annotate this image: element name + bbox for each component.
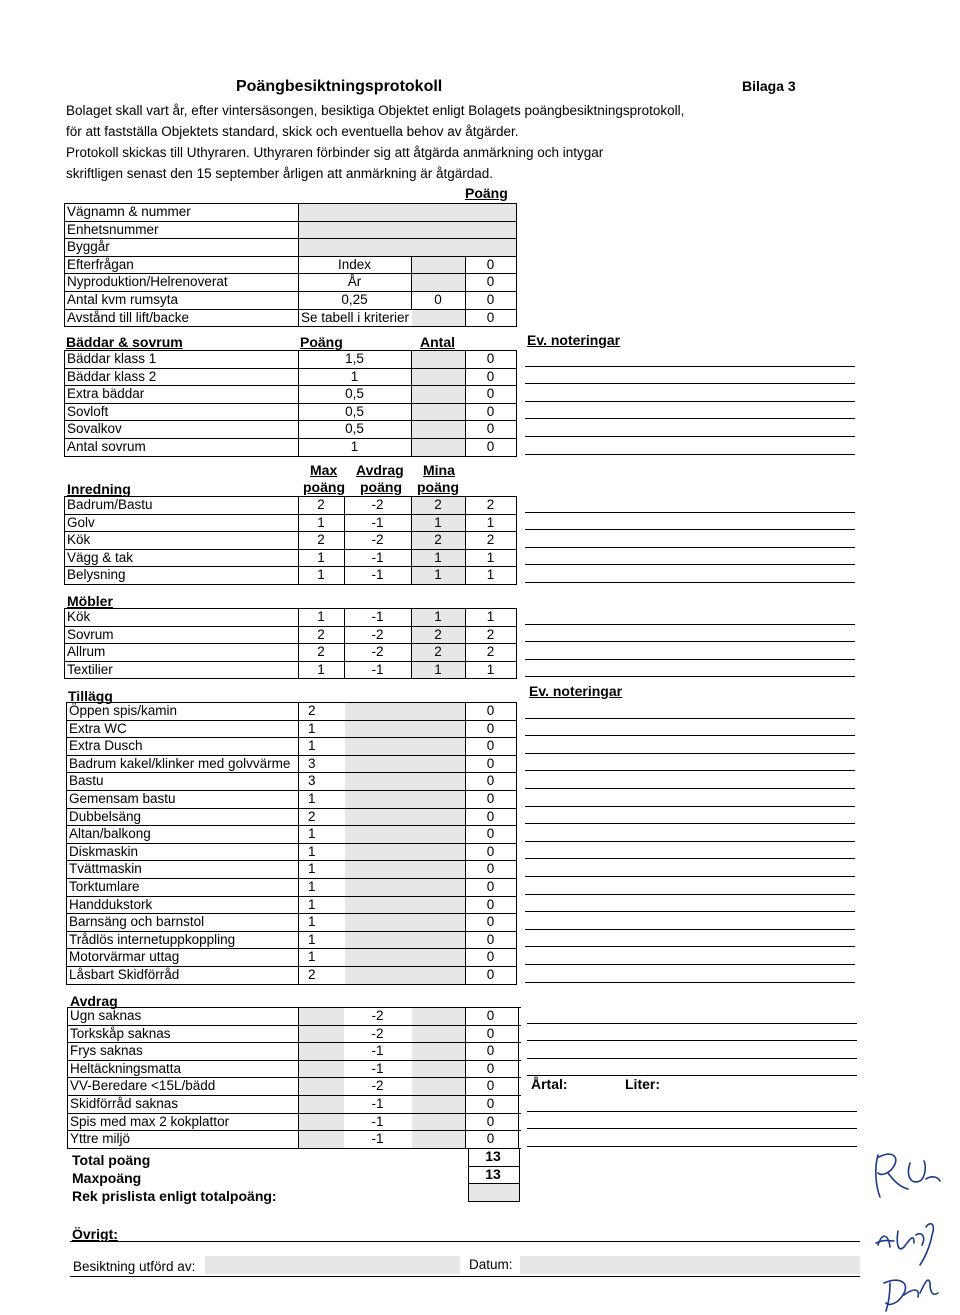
grid-line (298, 702, 299, 984)
mobler-row-sum: 2 (486, 644, 495, 660)
inredning-row-avdrag: -1 (371, 514, 384, 530)
note-line (525, 876, 855, 877)
basic-row-c3: 0 (486, 256, 495, 272)
inredning-row-label: Badrum/Bastu (67, 497, 153, 512)
baddar-row-sum: 0 (486, 403, 495, 419)
basic-row-c1: 0,25 (341, 292, 368, 307)
tillagg-row-poang: 1 (308, 931, 316, 947)
inredning-row-sum: 1 (486, 567, 495, 583)
tillagg-row-sum: 0 (486, 720, 495, 736)
mobler-row-max: 2 (317, 644, 325, 660)
inredning-row-mina: 1 (434, 549, 442, 565)
section-baddar: Bäddar & sovrum (66, 334, 183, 350)
tillagg-row-label: Låsbart Skidförråd (69, 967, 180, 982)
tillagg-row-label: Gemensam bastu (69, 791, 176, 806)
inredning-row-label: Golv (67, 514, 95, 530)
note-line (525, 718, 855, 719)
note-line (525, 946, 855, 947)
basic-row-label: Efterfrågan (67, 256, 134, 272)
grid-line (67, 1148, 521, 1149)
tillagg-row-label: Torktumlare (69, 879, 140, 894)
baddar-row-poang: 0,5 (345, 386, 364, 402)
note-line (525, 418, 855, 419)
avdrag-row-label: Frys saknas (70, 1043, 143, 1059)
baddar-row-label: Bäddar klass 1 (67, 351, 157, 366)
tillagg-row-label: Bastu (69, 773, 104, 789)
tillagg-row-sum: 0 (486, 931, 495, 947)
tillagg-row-poang: 1 (308, 738, 316, 754)
col-max-header-1: Max (310, 462, 338, 478)
note-line (527, 1128, 857, 1129)
grid-line (411, 350, 412, 456)
tillagg-row-poang: 1 (308, 861, 316, 877)
note-line (525, 753, 855, 754)
note-line (525, 806, 855, 807)
avdrag-row-label: Ugn saknas (70, 1008, 142, 1023)
inredning-row-label: Belysning (67, 567, 126, 583)
tillagg-row-sum: 0 (486, 949, 495, 965)
avdrag-row-label: Yttre miljö (70, 1131, 131, 1147)
bilaga-label: Bilaga 3 (742, 78, 796, 94)
basic-row-c2: 0 (434, 292, 442, 307)
grid-line (67, 1007, 68, 1148)
inredning-row-max: 1 (317, 567, 325, 583)
note-line (525, 624, 855, 625)
grid-line (516, 203, 517, 326)
rek-label: Rek prislista enligt totalpoäng: (72, 1188, 277, 1204)
col-avdrag-header-1: Avdrag (356, 462, 404, 478)
tillagg-row-poang: 3 (308, 773, 316, 789)
avdrag-row-sum: 0 (486, 1131, 495, 1147)
note-line (525, 770, 855, 771)
avdrag-row-avdrag: -1 (371, 1060, 384, 1076)
basic-row-label: Antal kvm rumsyta (67, 292, 179, 307)
note-line (525, 366, 855, 367)
besiktning-field (205, 1256, 460, 1274)
tillagg-row-sum: 0 (486, 791, 495, 806)
avdrag-row-sum: 0 (486, 1060, 495, 1076)
poang-header: Poäng (465, 185, 508, 201)
baddar-row-poang: 1 (350, 439, 359, 454)
avdrag-row-avdrag: -2 (371, 1008, 384, 1023)
intro-line-2: för att fastställa Objektets standard, skick och eventuella behov av åtgärder. (66, 124, 519, 139)
mobler-row-label: Sovrum (67, 626, 114, 642)
basic-row-c1: Index (337, 256, 372, 272)
note-line (525, 529, 855, 530)
mobler-row-avdrag: -2 (371, 626, 384, 642)
col-mina-header-2: poäng (417, 479, 459, 495)
intro-line-3: Protokoll skickas till Uthyraren. Uthyraren förbinder sig att åtgärda anmärkning och intygar (66, 145, 604, 160)
inredning-row-max: 1 (317, 549, 325, 565)
notes-header-1: Ev. noteringar (527, 332, 621, 348)
section-mobler: Möbler (67, 593, 113, 609)
grid-line (64, 678, 517, 679)
tillagg-row-poang: 3 (308, 755, 316, 771)
section-inredning: Inredning (67, 481, 131, 497)
grid-line (516, 702, 517, 984)
baddar-row-poang: 1 (350, 368, 359, 384)
mobler-row-max: 1 (317, 609, 325, 624)
inredning-row-mina: 2 (434, 532, 442, 548)
baddar-row-label: Extra bäddar (67, 386, 145, 402)
note-line (527, 1023, 857, 1024)
shaded-cell (299, 204, 516, 256)
tillagg-row-label: Öppen spis/kamin (69, 703, 178, 718)
mobler-row-label: Allrum (67, 644, 106, 660)
note-line (525, 454, 855, 455)
avdrag-row-sum: 0 (486, 1096, 495, 1111)
inredning-row-mina: 1 (434, 567, 442, 583)
tillagg-row-label: Barnsäng och barnstol (69, 914, 205, 930)
avdrag-row-sum: 0 (486, 1025, 495, 1041)
note-line (525, 788, 855, 789)
grid-line (519, 1148, 520, 1201)
besiktning-label: Besiktning utförd av: (73, 1259, 196, 1274)
shaded-cell (469, 1184, 519, 1201)
tillagg-row-label: Altan/balkong (69, 826, 151, 842)
tillagg-row-sum: 0 (486, 808, 495, 824)
col-mina-header-1: Mina (423, 462, 455, 478)
baddar-row-sum: 0 (486, 421, 495, 437)
grid-line (516, 496, 517, 584)
tillagg-row-label: Badrum kakel/klinker med golvvärme (69, 755, 291, 771)
note-line (525, 929, 855, 930)
ovrigt-label: Övrigt: (72, 1226, 118, 1242)
tillagg-row-poang: 2 (308, 967, 316, 982)
avdrag-row-sum: 0 (486, 1113, 495, 1129)
tillagg-row-poang: 1 (308, 949, 316, 965)
tillagg-row-label: Tvättmaskin (69, 861, 142, 877)
note-line (525, 512, 855, 513)
avdrag-row-label: VV-Beredare <15L/bädd (70, 1078, 216, 1094)
artal-label: Årtal: (531, 1076, 568, 1092)
grid-line (298, 1007, 299, 1148)
avdrag-row-avdrag: -1 (371, 1113, 384, 1129)
avdrag-row-avdrag: -2 (371, 1078, 384, 1094)
baddar-row-label: Sovalkov (67, 421, 122, 437)
avdrag-row-avdrag: -1 (371, 1096, 384, 1111)
avdrag-row-label: Skidförråd saknas (70, 1096, 179, 1111)
inredning-row-avdrag: -1 (371, 549, 384, 565)
grid-line (518, 1007, 519, 1148)
baddar-row-label: Bäddar klass 2 (67, 368, 157, 384)
mobler-row-mina: 2 (434, 626, 442, 642)
note-line (527, 1040, 857, 1041)
tillagg-row-sum: 0 (486, 914, 495, 930)
inredning-row-avdrag: -1 (371, 567, 384, 583)
section-tillagg: Tillägg (68, 688, 113, 704)
baddar-row-sum: 0 (486, 368, 495, 384)
note-line (525, 735, 855, 736)
baddar-row-sum: 0 (486, 386, 495, 402)
tillagg-row-label: Handdukstork (69, 896, 153, 912)
tillagg-row-sum: 0 (486, 826, 495, 842)
mobler-row-label: Textilier (67, 661, 113, 677)
mobler-row-max: 1 (317, 661, 325, 677)
baddar-row-sum: 0 (486, 351, 495, 366)
avdrag-row-sum: 0 (486, 1078, 495, 1094)
grid-line (64, 496, 65, 584)
note-line (527, 1058, 857, 1059)
avdrag-row-label: Spis med max 2 kokplattor (70, 1113, 230, 1129)
tillagg-row-sum: 0 (486, 861, 495, 877)
basic-row-label: Enhetsnummer (67, 221, 159, 237)
inredning-row-sum: 1 (486, 514, 495, 530)
tillagg-row-sum: 0 (486, 703, 495, 718)
tillagg-row-sum: 0 (486, 738, 495, 754)
mobler-row-max: 2 (317, 626, 325, 642)
mobler-row-label: Kök (67, 609, 91, 624)
note-line (525, 564, 855, 565)
avdrag-row-avdrag: -2 (371, 1025, 384, 1041)
tillagg-row-poang: 1 (308, 720, 316, 736)
baddar-row-poang: 1,5 (345, 351, 364, 366)
page-title: Poängbesiktningsprotokoll (236, 78, 443, 95)
tillagg-row-label: Extra Dusch (69, 738, 143, 754)
tillagg-row-poang: 2 (308, 703, 316, 718)
inredning-row-sum: 1 (486, 549, 495, 565)
mobler-row-mina: 1 (434, 661, 442, 677)
handwritten-signature (860, 1135, 955, 1315)
note-line (525, 964, 855, 965)
note-line (527, 1075, 857, 1076)
grid-line (516, 608, 517, 678)
basic-row-c3: 0 (486, 292, 495, 307)
grid-line (64, 456, 517, 457)
note-line (525, 858, 855, 859)
grid-line (516, 350, 517, 456)
tillagg-row-sum: 0 (486, 879, 495, 894)
tillagg-row-sum: 0 (486, 896, 495, 912)
tillagg-row-poang: 1 (308, 826, 316, 842)
inredning-row-label: Vägg & tak (67, 549, 134, 565)
intro-line-4: skriftligen senast den 15 september årligen att anmärkning är åtgärdad. (66, 166, 493, 181)
note-line (527, 1111, 857, 1112)
note-line (525, 823, 855, 824)
total-value: 13 (485, 1148, 501, 1164)
note-line (525, 582, 855, 583)
note-line (525, 841, 855, 842)
col-max-header-2: poäng (303, 479, 345, 495)
inredning-row-max: 1 (317, 514, 325, 530)
baddar-row-poang: 0,5 (345, 421, 364, 437)
basic-row-label: Vägnamn & nummer (67, 204, 191, 219)
tillagg-row-sum: 0 (486, 967, 495, 982)
col-poang-header: Poäng (300, 334, 343, 350)
inredning-row-max: 2 (317, 497, 325, 512)
grid-line (64, 584, 517, 585)
tillagg-row-poang: 1 (308, 843, 316, 859)
col-avdrag-header-2: poäng (360, 479, 402, 495)
basic-row-c1: År (347, 274, 362, 290)
basic-row-label: Byggår (67, 239, 110, 255)
tillagg-row-sum: 0 (486, 755, 495, 771)
avdrag-row-label: Heltäckningsmatta (70, 1060, 182, 1076)
mobler-row-avdrag: -2 (371, 644, 384, 660)
basic-row-label: Avstånd till lift/backe (67, 309, 190, 325)
grid-line (468, 1201, 520, 1202)
datum-label: Datum: (469, 1257, 513, 1272)
datum-field (520, 1256, 860, 1274)
baddar-row-label: Sovloft (67, 403, 109, 419)
note-line (70, 1241, 860, 1242)
note-line (525, 982, 855, 983)
basic-row-c1: Se tabell i kriterier (301, 309, 410, 325)
note-line (525, 676, 855, 677)
mobler-row-mina: 1 (434, 609, 442, 624)
tillagg-row-label: Extra WC (69, 720, 127, 736)
tillagg-row-sum: 0 (486, 843, 495, 859)
baddar-row-label: Antal sovrum (67, 439, 146, 454)
inredning-row-label: Kök (67, 532, 91, 548)
maxpoang-label: Maxpoäng (72, 1170, 142, 1186)
mobler-row-sum: 1 (486, 661, 495, 677)
tillagg-row-poang: 1 (308, 896, 316, 912)
avdrag-row-avdrag: -1 (371, 1131, 384, 1147)
baddar-row-sum: 0 (486, 439, 495, 454)
grid-line (468, 1183, 520, 1184)
tillagg-row-sum: 0 (486, 773, 495, 789)
grid-line (64, 608, 65, 678)
basic-row-c3: 0 (486, 309, 495, 325)
baddar-row-poang: 0,5 (345, 403, 364, 419)
note-line (70, 1276, 860, 1277)
intro-line-1: Bolaget skall vart år, efter vintersäsongen, besiktiga Objektet enligt Bolagets poängbesiktningsprotokoll, (66, 103, 685, 118)
note-line (527, 1146, 857, 1147)
note-line (525, 436, 855, 437)
note-line (525, 641, 855, 642)
grid-line (66, 702, 67, 984)
tillagg-row-label: Dubbelsäng (69, 808, 142, 824)
tillagg-row-label: Trådlös internetuppkoppling (69, 931, 236, 947)
tillagg-row-poang: 1 (308, 791, 316, 806)
note-line (525, 911, 855, 912)
inredning-row-avdrag: -2 (371, 532, 384, 548)
tillagg-row-poang: 1 (308, 879, 316, 894)
mobler-row-avdrag: -1 (371, 661, 384, 677)
inredning-row-sum: 2 (486, 532, 495, 548)
inredning-row-avdrag: -2 (371, 497, 384, 512)
avdrag-row-label: Torkskåp saknas (70, 1025, 171, 1041)
avdrag-row-sum: 0 (486, 1043, 495, 1059)
mobler-row-avdrag: -1 (371, 609, 384, 624)
note-line (525, 383, 855, 384)
inredning-row-mina: 2 (434, 497, 442, 512)
tillagg-row-poang: 1 (308, 914, 316, 930)
section-avdrag: Avdrag (70, 993, 118, 1009)
grid-line (66, 984, 517, 985)
col-antal-header: Antal (420, 334, 455, 350)
tillagg-row-poang: 2 (308, 808, 316, 824)
inredning-row-mina: 1 (434, 514, 442, 530)
mobler-row-sum: 2 (486, 626, 495, 642)
mobler-row-mina: 2 (434, 644, 442, 660)
avdrag-row-sum: 0 (486, 1008, 495, 1023)
total-label: Total poäng (72, 1152, 151, 1168)
tillagg-row-label: Motorvärmar uttag (69, 949, 180, 965)
liter-label: Liter: (625, 1076, 660, 1092)
mobler-row-sum: 1 (486, 609, 495, 624)
grid-line (64, 350, 65, 456)
note-line (525, 659, 855, 660)
note-line (525, 547, 855, 548)
inredning-row-sum: 2 (486, 497, 495, 512)
basic-row-c3: 0 (486, 274, 495, 290)
basic-row-label: Nyproduktion/Helrenoverat (67, 274, 228, 290)
notes-header-2: Ev. noteringar (529, 683, 623, 699)
avdrag-row-avdrag: -1 (371, 1043, 384, 1059)
maxpoang-value: 13 (485, 1166, 501, 1182)
note-line (525, 894, 855, 895)
note-line (525, 401, 855, 402)
grid-line (64, 326, 517, 327)
tillagg-row-label: Diskmaskin (69, 843, 139, 859)
grid-line (64, 203, 65, 326)
inredning-row-max: 2 (317, 532, 325, 548)
